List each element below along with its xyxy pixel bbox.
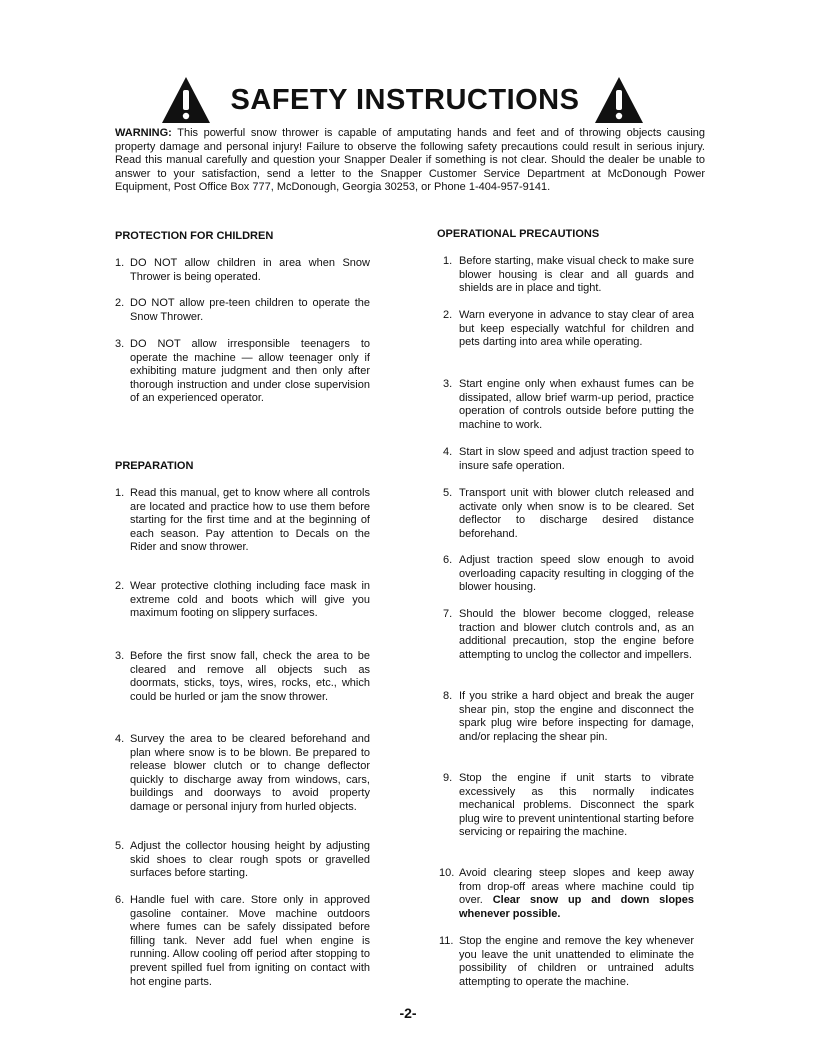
section-heading-operational: OPERATIONAL PRECAUTIONS	[437, 228, 600, 240]
item-text: If you strike a hard object and break the auger shear pin, stop the engine and disconnect the spark plug wire before inspecting for damage, and/or replacing the shear pin.	[459, 690, 694, 743]
warning-triangle-icon	[594, 76, 644, 124]
item-text: Warn everyone in advance to stay clear of area but keep especially watchful for children and pets darting into area while operating.	[459, 309, 694, 349]
item-text: Survey the area to be cleared beforehand and plan where snow is to be blown. Be prepared to release blower clutch or to change deflector quickly to discharge away from windows, cars, buildings and doorways to avoid property damage or personal injury from hurled objects.	[130, 733, 370, 813]
item-text: Read this manual, get to know where all controls are located and practice how to use them before starting for the first time and at the beginning of each season. Pay attention to Decals on the Rider and snow thrower.	[130, 487, 370, 554]
list-item	[115, 894, 370, 989]
item-number: 1.	[115, 257, 125, 269]
item-number: 4.	[443, 446, 453, 458]
item-number: 6.	[115, 894, 125, 906]
item-number: 5.	[443, 487, 453, 499]
item-number: 6.	[443, 554, 453, 566]
item-number: 4.	[115, 733, 125, 745]
item-text: Handle fuel with care. Store only in approved gasoline container. Move machine outdoors where fumes can be safely dissipated before filling tank. Never add fuel when engine is running. Allow cooling off period after stopping to prevent spilled fuel from igniting on contact with hot engine parts.	[130, 894, 370, 988]
list-item	[437, 378, 694, 432]
item-text: Stop the engine and remove the key whenever you leave the unit unattended to eliminate the possibility of children or untrained adults attempting to operate the machine.	[459, 935, 694, 988]
section-heading-children: PROTECTION FOR CHILDREN	[115, 230, 274, 242]
warning-paragraph	[115, 127, 705, 195]
page-title: SAFETY INSTRUCTIONS	[230, 84, 580, 116]
item-text: Adjust traction speed slow enough to avoid overloading capacity resulting in clogging of the blower housing.	[459, 554, 694, 594]
list-item	[437, 608, 694, 662]
item-number: 3.	[443, 378, 453, 390]
list-item	[437, 772, 694, 840]
list-item	[437, 255, 694, 296]
warning-triangle-icon	[161, 76, 211, 124]
item-text: Before starting, make visual check to make sure blower housing is clear and all guards and shields are in place and tight.	[459, 255, 694, 295]
item-text: Stop the engine if unit starts to vibrate excessively as this normally indicates mechanical problems. Disconnect the spark plug wire to prevent unintentional starting before servicing or repairing the machine.	[459, 772, 694, 839]
list-item	[437, 309, 694, 350]
list-item	[437, 867, 694, 921]
list-item	[115, 297, 370, 324]
item-number: 3.	[115, 338, 125, 350]
list-item	[115, 650, 370, 704]
page-number: -2-	[399, 1005, 417, 1021]
list-item	[115, 580, 370, 621]
item-text: Transport unit with blower clutch released and activate only when snow is to be cleared. Set deflector to discharge desired distance beforehand.	[459, 487, 694, 540]
list-item	[437, 554, 694, 595]
section-heading-preparation: PREPARATION	[115, 460, 194, 472]
item-number: 2.	[443, 309, 453, 321]
item-text: Wear protective clothing including face mask in extreme cold and boots which will give you maximum footing on slippery surfaces.	[130, 580, 370, 620]
warning-text: This powerful snow thrower is capable of amputating hands and feet and of throwing objects causing property damage and personal injury! Failure to observe the following safety precautions could result in serious injury. Read this manual carefully and question your Snapper Dealer if something is not clear. Should the dealer be unable to answer to your satisfaction, send a letter to the Snapper Customer Service Department at McDonough Power Equipment, Post Office Box 777, McDonough, Georgia 30253, or Phone 1-404-957-9141.	[115, 127, 705, 194]
item-text: DO NOT allow pre-teen children to operate the Snow Thrower.	[130, 297, 370, 323]
list-item	[437, 690, 694, 744]
item-number: 7.	[443, 608, 453, 620]
item-number: 10.	[439, 867, 455, 879]
item-text: Start in slow speed and adjust traction speed to insure safe operation.	[459, 446, 694, 472]
item-number: 11.	[439, 935, 454, 947]
list-item	[437, 487, 694, 541]
item-number: 2.	[115, 580, 125, 592]
item-number: 2.	[115, 297, 125, 309]
item-text: DO NOT allow children in area when Snow Thrower is being operated.	[130, 257, 370, 283]
item-number: 3.	[115, 650, 125, 662]
item-text: Should the blower become clogged, release traction and blower clutch controls and, as an additional precaution, stop the engine before attempting to unclog the collector and impellers.	[459, 608, 694, 661]
item-text: DO NOT allow irresponsible teenagers to operate the machine — allow teenager only if exhibiting mature judgment and then only after thorough instruction and under close supervision of an experienced operator.	[130, 338, 370, 405]
list-item	[115, 257, 370, 284]
item-text: Before the first snow fall, check the area to be cleared and remove all objects such as doormats, sticks, toys, wires, rocks, etc., which could be hurled or jam the snow thrower.	[130, 650, 370, 703]
list-item	[115, 487, 370, 555]
item-text-regular: Avoid clearing steep slopes and keep away from drop-off areas where machine could tip over.	[459, 867, 694, 907]
title-row	[0, 72, 816, 132]
item-text: Adjust the collector housing height by adjusting skid shoes to clear rough spots or gravelled surfaces before starting.	[130, 840, 370, 880]
list-item	[437, 446, 694, 473]
list-item	[115, 338, 370, 406]
list-item	[115, 840, 370, 881]
item-number: 9.	[443, 772, 453, 784]
item-number: 1.	[115, 487, 125, 499]
item-number: 1.	[443, 255, 453, 267]
item-number: 5.	[115, 840, 125, 852]
item-text-bold: Clear snow up and down slopes whenever possible.	[459, 894, 694, 920]
warning-label: WARNING:	[115, 127, 172, 139]
item-number: 8.	[443, 690, 453, 702]
item-text	[459, 867, 694, 921]
list-item	[437, 935, 694, 989]
list-item	[115, 733, 370, 815]
item-text: Start engine only when exhaust fumes can be dissipated, allow brief warm-up period, practice operation of controls outside before putting the machine to work.	[459, 378, 694, 431]
